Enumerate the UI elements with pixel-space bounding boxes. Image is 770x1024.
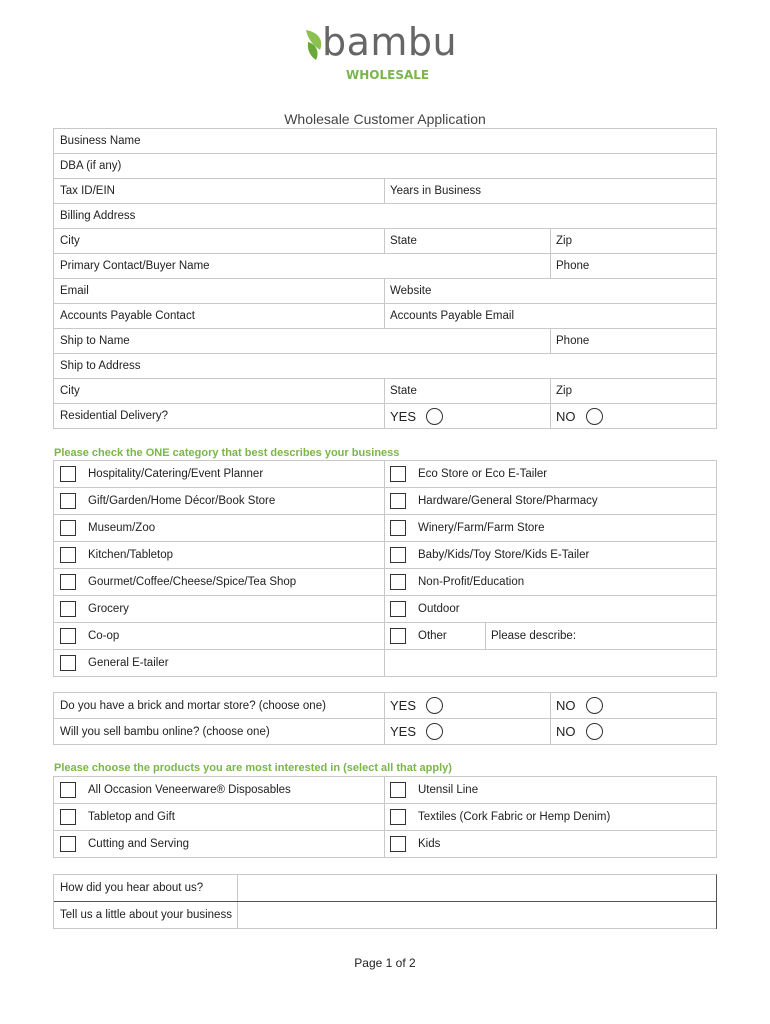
category-checklist	[53, 460, 717, 677]
logo-wordmark: bambu	[322, 20, 458, 64]
brick-question-row	[54, 693, 716, 719]
ship-zip-label[interactable]: Zip	[556, 385, 572, 397]
online-yes-radio[interactable]	[426, 723, 443, 740]
category-row	[54, 461, 716, 488]
checkbox[interactable]	[60, 601, 76, 617]
category-label: Winery/Farm/Farm Store	[418, 522, 545, 534]
dba-row[interactable]	[54, 154, 716, 179]
about-row	[54, 902, 716, 929]
checkbox[interactable]	[390, 601, 406, 617]
residential-yes-option[interactable]	[384, 404, 443, 428]
category-option[interactable]	[384, 596, 460, 622]
product-option[interactable]	[54, 777, 291, 803]
yes-label: YES	[390, 724, 417, 739]
checkbox[interactable]	[390, 574, 406, 590]
checkbox[interactable]	[390, 836, 406, 852]
city-label[interactable]: City	[60, 235, 80, 247]
checkbox[interactable]	[390, 628, 406, 644]
category-option[interactable]	[384, 542, 589, 568]
hear-row	[54, 875, 716, 902]
tax-id-label[interactable]: Tax ID/EIN	[60, 185, 115, 197]
email-row	[54, 279, 716, 304]
zip-label[interactable]: Zip	[556, 235, 572, 247]
category-option-other[interactable]	[384, 623, 447, 649]
years-in-business-label[interactable]: Years in Business	[390, 185, 481, 197]
category-label: Grocery	[88, 603, 129, 615]
residential-label: Residential Delivery?	[60, 410, 169, 422]
category-option[interactable]	[54, 461, 263, 487]
product-option[interactable]	[384, 804, 610, 830]
product-label: Tabletop and Gift	[88, 811, 175, 823]
category-label: Museum/Zoo	[88, 522, 156, 534]
ship-address-row[interactable]	[54, 354, 716, 379]
checkbox[interactable]	[60, 655, 76, 671]
category-row	[54, 542, 716, 569]
phone-label[interactable]: Phone	[556, 260, 590, 272]
residential-no-radio[interactable]	[586, 408, 603, 425]
ship-name-row	[54, 329, 716, 354]
state-label[interactable]: State	[390, 235, 417, 247]
billing-address-row[interactable]	[54, 204, 716, 229]
ship-address-label: Ship to Address	[60, 360, 141, 372]
business-info-form	[53, 128, 717, 429]
brick-question-label: Do you have a brick and mortar store? (choose one)	[60, 699, 326, 712]
category-label: Baby/Kids/Toy Store/Kids E-Tailer	[418, 549, 590, 561]
category-heading: Please check the ONE category that best describes your business	[54, 447, 400, 459]
brick-yes-option[interactable]	[384, 693, 443, 718]
billing-city-row	[54, 229, 716, 254]
category-option[interactable]	[384, 461, 547, 487]
checkbox[interactable]	[390, 466, 406, 482]
no-label: NO	[556, 698, 576, 713]
no-label: NO	[556, 408, 576, 424]
about-input[interactable]	[238, 902, 718, 928]
checkbox[interactable]	[60, 628, 76, 644]
ship-phone-label[interactable]: Phone	[556, 335, 590, 347]
category-row	[54, 623, 716, 650]
residential-yes-radio[interactable]	[426, 408, 443, 425]
category-row	[54, 488, 716, 515]
online-no-radio[interactable]	[586, 723, 603, 740]
checkbox[interactable]	[60, 493, 76, 509]
business-name-label: Business Name	[60, 135, 141, 147]
products-checklist	[53, 776, 717, 858]
ship-city-row	[54, 379, 716, 404]
checkbox[interactable]	[60, 466, 76, 482]
billing-address-label: Billing Address	[60, 210, 136, 222]
product-option[interactable]	[54, 831, 189, 857]
category-label: Hardware/General Store/Pharmacy	[418, 495, 598, 507]
product-row	[54, 831, 716, 858]
yes-label: YES	[390, 698, 417, 713]
tax-row	[54, 179, 716, 204]
category-row	[54, 515, 716, 542]
category-option[interactable]	[54, 569, 296, 595]
product-option[interactable]	[384, 831, 440, 857]
residential-no-option[interactable]	[550, 404, 603, 428]
page-title: Wholesale Customer Application	[284, 111, 486, 127]
product-row	[54, 804, 716, 831]
ship-city-label[interactable]: City	[60, 385, 80, 397]
category-option[interactable]	[54, 515, 155, 541]
residential-row	[54, 404, 716, 429]
store-questions	[53, 692, 717, 745]
product-label: Utensil Line	[418, 784, 479, 796]
category-row	[54, 650, 716, 677]
category-label: Gourmet/Coffee/Cheese/Spice/Tea Shop	[88, 576, 297, 588]
online-question-label: Will you sell bambu online? (choose one)	[60, 725, 270, 738]
category-option[interactable]	[54, 488, 275, 514]
category-label: Non-Profit/Education	[418, 576, 525, 588]
checkbox[interactable]	[60, 836, 76, 852]
hear-input[interactable]	[238, 875, 718, 901]
no-label: NO	[556, 724, 576, 739]
email-label[interactable]: Email	[60, 285, 89, 297]
checkbox[interactable]	[390, 520, 406, 536]
category-option[interactable]	[384, 569, 524, 595]
product-label: Kids	[418, 838, 441, 850]
category-option[interactable]	[54, 542, 173, 568]
online-question-row	[54, 719, 716, 745]
products-heading: Please choose the products you are most interested in (select all that apply)	[54, 762, 452, 774]
online-no-option[interactable]	[550, 719, 603, 744]
online-yes-option[interactable]	[384, 719, 443, 744]
category-label: Co-op	[88, 630, 120, 642]
category-label: Eco Store or Eco E-Tailer	[418, 468, 548, 480]
yes-label: YES	[390, 408, 417, 424]
checkbox[interactable]	[60, 547, 76, 563]
about-label: Tell us a little about your business	[60, 909, 232, 921]
brick-no-option[interactable]	[550, 693, 603, 718]
product-option[interactable]	[54, 804, 175, 830]
checkbox[interactable]	[390, 547, 406, 563]
product-label: Textiles (Cork Fabric or Hemp Denim)	[418, 811, 611, 823]
describe-field[interactable]: Please describe:	[491, 630, 577, 642]
checkbox[interactable]	[60, 520, 76, 536]
primary-contact-row	[54, 254, 716, 279]
product-row	[54, 777, 716, 804]
checkbox[interactable]	[390, 782, 406, 798]
checkbox[interactable]	[60, 574, 76, 590]
category-label: Gift/Garden/Home Décor/Book Store	[88, 495, 276, 507]
category-option[interactable]	[54, 596, 129, 622]
page-number: Page 1 of 2	[354, 956, 416, 970]
ship-state-label[interactable]: State	[390, 385, 417, 397]
category-row	[54, 569, 716, 596]
brick-no-radio[interactable]	[586, 697, 603, 714]
website-label[interactable]: Website	[390, 285, 432, 297]
hear-label: How did you hear about us?	[60, 882, 204, 894]
checkbox[interactable]	[390, 809, 406, 825]
about-form	[53, 874, 717, 929]
category-row	[54, 596, 716, 623]
business-name-row[interactable]	[54, 129, 716, 154]
category-option[interactable]	[384, 488, 598, 514]
bambu-logo	[300, 20, 470, 88]
ap-email-label[interactable]: Accounts Payable Email	[390, 310, 515, 322]
category-label: Hospitality/Catering/Event Planner	[88, 468, 264, 480]
category-option[interactable]	[54, 623, 119, 649]
product-label: All Occasion Veneerware® Disposables	[88, 784, 291, 796]
ship-name-label[interactable]: Ship to Name	[60, 335, 130, 347]
product-label: Cutting and Serving	[88, 838, 190, 850]
category-label: Outdoor	[418, 603, 460, 615]
ap-row	[54, 304, 716, 329]
logo-subtitle: WHOLESALE	[346, 68, 430, 82]
category-label: Other	[418, 630, 447, 642]
dba-label: DBA (if any)	[60, 160, 122, 172]
checkbox[interactable]	[390, 493, 406, 509]
ap-contact-label[interactable]: Accounts Payable Contact	[60, 310, 195, 322]
brick-yes-radio[interactable]	[426, 697, 443, 714]
category-option[interactable]	[384, 515, 545, 541]
primary-contact-label[interactable]: Primary Contact/Buyer Name	[60, 260, 210, 272]
product-option[interactable]	[384, 777, 478, 803]
category-label: General E-tailer	[88, 657, 169, 669]
checkbox[interactable]	[60, 782, 76, 798]
category-option[interactable]	[54, 650, 169, 676]
checkbox[interactable]	[60, 809, 76, 825]
category-label: Kitchen/Tabletop	[88, 549, 174, 561]
